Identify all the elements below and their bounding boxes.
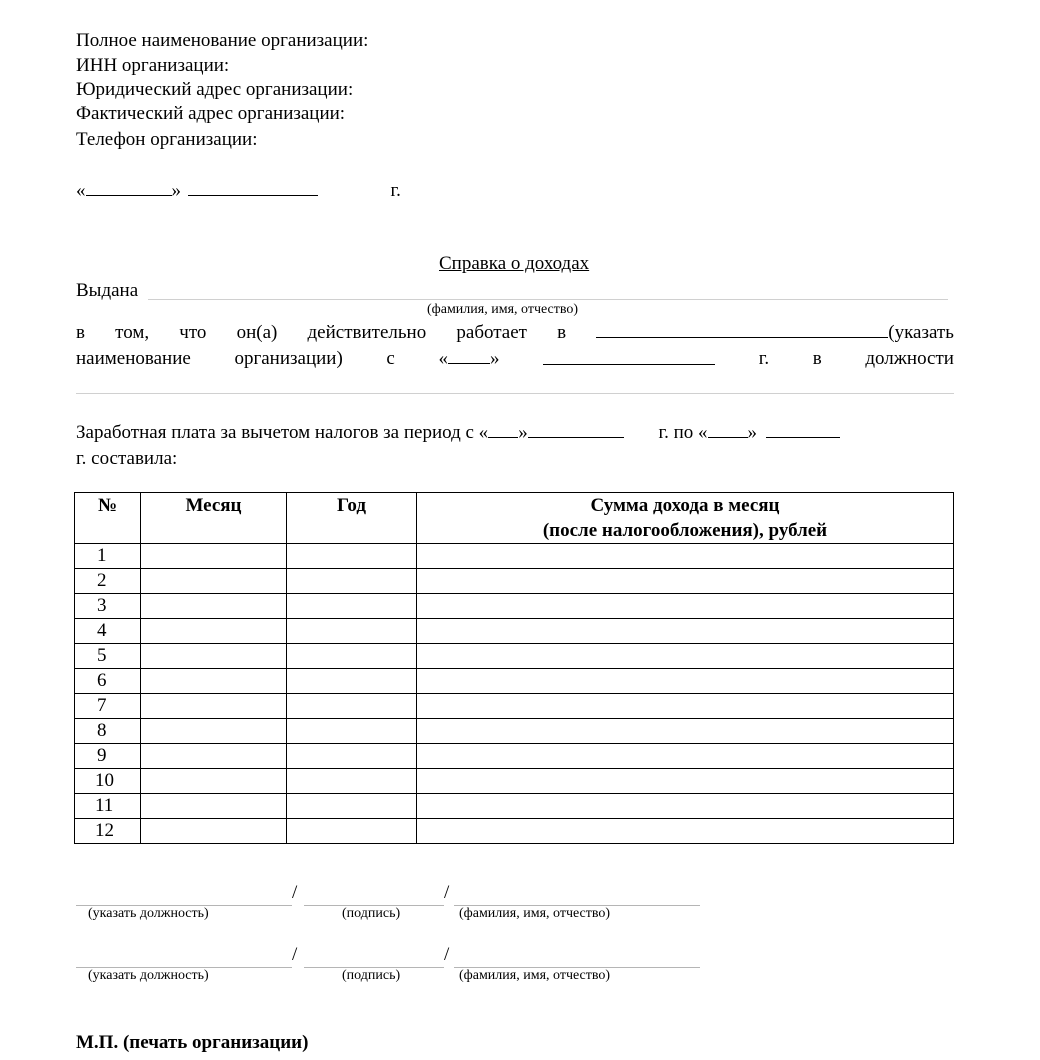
- year-cell[interactable]: [287, 819, 417, 844]
- word: организации): [234, 348, 343, 369]
- year-cell[interactable]: [287, 794, 417, 819]
- period-end-month-blank[interactable]: [766, 436, 840, 438]
- date-close-quote: »: [171, 180, 181, 201]
- sum-cell[interactable]: [417, 669, 954, 694]
- sum-cell[interactable]: [417, 819, 954, 844]
- signature-separator: /: [292, 944, 298, 965]
- word: работает: [456, 322, 527, 343]
- date-year-suffix: г.: [390, 180, 401, 201]
- date-day-blank[interactable]: [86, 194, 172, 196]
- sum-cell[interactable]: [417, 694, 954, 719]
- month-cell[interactable]: [141, 619, 287, 644]
- period-start-month-blank[interactable]: [528, 436, 624, 438]
- year-cell[interactable]: [287, 744, 417, 769]
- sum-cell[interactable]: [417, 569, 954, 594]
- workplace-hint: (указать: [888, 322, 954, 343]
- word: в: [812, 348, 822, 369]
- header-sum-line-2: (после налогообложения), рублей: [542, 520, 828, 541]
- month-cell[interactable]: [141, 694, 287, 719]
- month-cell[interactable]: [141, 794, 287, 819]
- signature-separator: /: [292, 882, 298, 903]
- quote: »: [518, 422, 528, 443]
- month-cell[interactable]: [141, 769, 287, 794]
- sum-cell[interactable]: [417, 544, 954, 569]
- year-cell[interactable]: [287, 694, 417, 719]
- workplace-field: [596, 322, 954, 344]
- table-row: [75, 619, 954, 644]
- signer-2-signature-caption: (подпись): [342, 968, 401, 983]
- table-header-row: [75, 493, 954, 544]
- salary-line-1: [76, 422, 840, 444]
- month-cell[interactable]: [141, 819, 287, 844]
- month-cell[interactable]: [141, 644, 287, 669]
- word: в: [557, 322, 567, 343]
- year-cell[interactable]: [287, 669, 417, 694]
- table-row: [75, 744, 954, 769]
- month-cell[interactable]: [141, 719, 287, 744]
- quote: «: [438, 348, 448, 369]
- row-number: 4: [75, 619, 141, 644]
- sum-cell[interactable]: [417, 644, 954, 669]
- issued-caption: (фамилия, имя, отчество): [427, 302, 579, 317]
- income-table: [74, 492, 954, 844]
- table-row: [75, 694, 954, 719]
- sum-cell[interactable]: [417, 794, 954, 819]
- signer-1-position-caption: (указать должность): [88, 906, 209, 921]
- word: наименование: [76, 348, 191, 369]
- page-title: Справка о доходах: [439, 253, 590, 274]
- signature-separator: /: [444, 944, 450, 965]
- salary-text: г. по «: [658, 422, 708, 443]
- start-month-blank[interactable]: [543, 363, 715, 365]
- date-line: [76, 180, 401, 202]
- row-number: 1: [75, 544, 141, 569]
- org-full-name-label: Полное наименование организации:: [76, 30, 369, 51]
- signature-separator: /: [444, 882, 450, 903]
- word: должности: [865, 348, 954, 369]
- table-row: [75, 819, 954, 844]
- word: том,: [115, 322, 150, 343]
- header-num: №: [75, 493, 141, 544]
- org-phone-label: Телефон организации:: [76, 129, 258, 150]
- word: г.: [758, 348, 770, 369]
- table-row: [75, 769, 954, 794]
- row-number: 8: [75, 719, 141, 744]
- salary-text: Заработная плата за вычетом налогов за период с «: [76, 422, 489, 443]
- stamp-label: М.П. (печать организации): [76, 1032, 309, 1053]
- start-day-field: [438, 348, 499, 370]
- workplace-blank[interactable]: [596, 336, 888, 338]
- table-row: [75, 794, 954, 819]
- date-open-quote: «: [76, 180, 86, 201]
- row-number: 9: [75, 744, 141, 769]
- row-number: 6: [75, 669, 141, 694]
- table-row: [75, 594, 954, 619]
- signer-1-signature-caption: (подпись): [342, 906, 401, 921]
- month-cell[interactable]: [141, 744, 287, 769]
- year-cell[interactable]: [287, 769, 417, 794]
- table-row: [75, 644, 954, 669]
- row-number: 11: [75, 794, 141, 819]
- start-day-blank[interactable]: [448, 362, 490, 364]
- sum-cell[interactable]: [417, 594, 954, 619]
- org-inn-label: ИНН организации:: [76, 55, 230, 76]
- period-start-day-blank[interactable]: [488, 436, 518, 438]
- year-cell[interactable]: [287, 644, 417, 669]
- row-number: 12: [75, 819, 141, 844]
- issued-label: Выдана: [76, 280, 139, 301]
- quote: »: [747, 422, 758, 443]
- row-number: 2: [75, 569, 141, 594]
- word: он(а): [236, 322, 278, 343]
- sum-cell[interactable]: [417, 744, 954, 769]
- sum-cell[interactable]: [417, 619, 954, 644]
- signer-2-position-caption: (указать должность): [88, 968, 209, 983]
- salary-line-2: г. составила:: [76, 448, 178, 469]
- table-row: [75, 669, 954, 694]
- header-sum-line-1: Сумма дохода в месяц: [590, 495, 780, 516]
- table-row: [75, 569, 954, 594]
- statement-line-1: [76, 322, 954, 344]
- date-month-blank[interactable]: [188, 194, 318, 196]
- year-cell[interactable]: [287, 594, 417, 619]
- org-actual-address-label: Фактический адрес организации:: [76, 103, 346, 124]
- row-number: 3: [75, 594, 141, 619]
- header-month: Месяц: [141, 493, 287, 544]
- month-cell[interactable]: [141, 669, 287, 694]
- word: с: [386, 348, 395, 369]
- table-row: [75, 544, 954, 569]
- signer-1-name-caption: (фамилия, имя, отчество): [459, 906, 611, 921]
- row-number: 10: [75, 769, 141, 794]
- month-cell[interactable]: [141, 594, 287, 619]
- year-cell[interactable]: [287, 619, 417, 644]
- quote: »: [489, 348, 500, 369]
- table-row: [75, 719, 954, 744]
- row-number: 5: [75, 644, 141, 669]
- period-end-day-blank[interactable]: [708, 436, 748, 438]
- header-year: Год: [287, 493, 417, 544]
- year-cell[interactable]: [287, 719, 417, 744]
- issued-name-blank[interactable]: [148, 298, 948, 300]
- sum-cell[interactable]: [417, 719, 954, 744]
- word: действительно: [307, 322, 427, 343]
- position-blank[interactable]: [76, 392, 954, 394]
- signer-2-name-caption: (фамилия, имя, отчество): [459, 968, 611, 983]
- statement-line-2: [76, 348, 954, 370]
- org-legal-address-label: Юридический адрес организации:: [76, 79, 354, 100]
- word: в: [76, 322, 85, 343]
- year-cell[interactable]: [287, 544, 417, 569]
- month-cell[interactable]: [141, 544, 287, 569]
- year-cell[interactable]: [287, 569, 417, 594]
- word: что: [179, 322, 207, 343]
- sum-cell[interactable]: [417, 769, 954, 794]
- month-cell[interactable]: [141, 569, 287, 594]
- header-sum: [417, 493, 954, 544]
- row-number: 7: [75, 694, 141, 719]
